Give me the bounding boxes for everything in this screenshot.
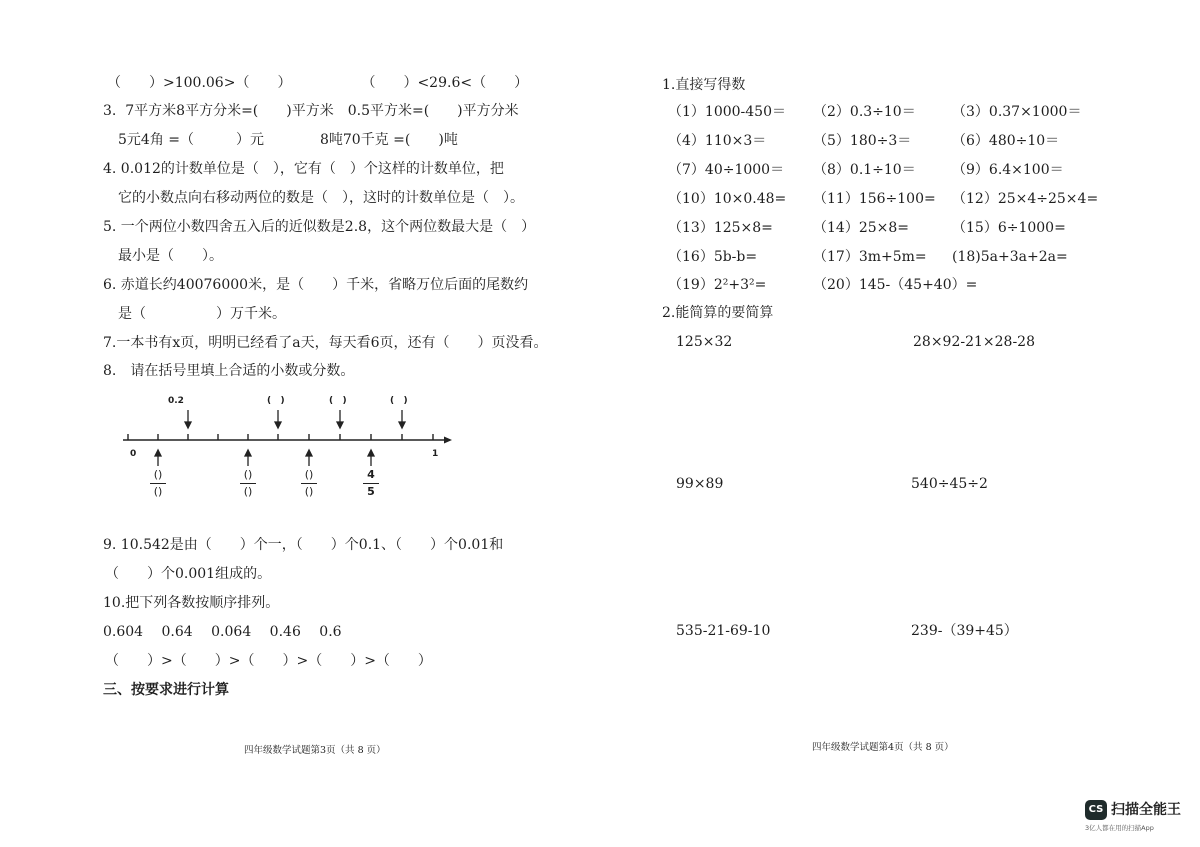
question-8-title: 8. 请在括号里填上合适的小数或分数。	[103, 363, 355, 379]
q1-item: （14）25×8=	[813, 220, 909, 236]
q2-item: 540÷45÷2	[911, 476, 988, 492]
question-6-line-2: 是（ ）万千米。	[118, 306, 286, 322]
fraction-blank-2: () ()	[238, 469, 258, 498]
q2-title: 2.能简算的要简算	[662, 305, 774, 321]
section-heading: 三、按要求进行计算	[103, 682, 229, 698]
question-9-line-2: （ ）个0.001组成的。	[105, 566, 272, 582]
question-3-line-1: 3. 7平方米8平方分米=( )平方米 0.5平方米=( )平方分米	[103, 103, 519, 119]
right-page-footer: 四年级数学试题第4页（共 8 页）	[812, 742, 954, 753]
numberline-one-label: 1	[432, 449, 439, 459]
fraction-four-fifths: 4 5	[361, 469, 381, 498]
q2-item: 125×32	[676, 334, 733, 350]
left-page-footer: 四年级数学试题第3页（共 8 页）	[244, 745, 386, 756]
fraction-blank-3: () ()	[299, 469, 319, 498]
question-6-line-1: 6. 赤道长约40076000米，是（ ）千米，省略万位后面的尾数约	[103, 277, 529, 293]
top-label-blank-2: ( )	[329, 396, 347, 406]
camscanner-logo-icon: CS	[1085, 800, 1107, 820]
question-4-line-1: 4. 0.012的计数单位是（ ），它有（ ）个这样的计数单位，把	[103, 161, 504, 177]
q1-item: （19）2²+3²=	[668, 277, 767, 293]
q1-item: （12）25×4÷25×4=	[952, 191, 1099, 207]
watermark-app-name: 扫描全能王	[1111, 802, 1181, 818]
q1-item: （4）110×3＝	[668, 133, 767, 149]
q1-item: （17）3m+5m=	[813, 249, 927, 265]
q2-item: 28×92-21×28-28	[913, 334, 1035, 350]
q1-title: 1.直接写得数	[662, 77, 746, 93]
q1-item: （7）40÷1000＝	[668, 162, 785, 178]
question-9-line-1: 9. 10.542是由（ ）个一，（ ）个0.1、（ ）个0.01和	[103, 537, 504, 553]
question-4-line-2: 它的小数点向右移动两位的数是（ ），这时的计数单位是（ ）。	[118, 190, 524, 206]
q1-item: （10）10×0.48=	[668, 191, 787, 207]
q1-item: （1）1000-450＝	[668, 104, 786, 120]
question-10-numbers: 0.604 0.64 0.064 0.46 0.6	[103, 624, 342, 640]
question-5-line-2: 最小是（ ）。	[118, 248, 223, 264]
question-7: 7.一本书有x页，明明已经看了a天，每天看6页，还有（ ）页没看。	[103, 335, 548, 351]
top-label-blank-3: ( )	[390, 396, 408, 406]
q1-item: （6）480÷10＝	[952, 133, 1060, 149]
watermark-tagline: 3亿人都在用的扫描App	[1085, 824, 1154, 832]
q1-item: （2）0.3÷10＝	[813, 104, 916, 120]
q1-item: （3）0.37×1000＝	[952, 104, 1082, 120]
q1-item: （8）0.1÷10＝	[813, 162, 916, 178]
q2-item: 99×89	[676, 476, 724, 492]
numberline-zero-label: 0	[130, 449, 137, 459]
q1-item: （13）125×8=	[668, 220, 773, 236]
q1-item: （11）156÷100=	[813, 191, 936, 207]
question-10-title: 10.把下列各数按顺序排列。	[103, 595, 280, 611]
q1-item: （20）145-（45+40）=	[813, 277, 978, 293]
question-10-answer-blanks: （ ）>（ ）>（ ）>（ ）>（ ）	[105, 653, 432, 669]
fill-line-compare: （ ）>100.06>（ ） （ ）<29.6<（ ）	[107, 75, 529, 91]
top-label-0-2: 0.2	[168, 396, 184, 406]
fraction-blank-1: () ()	[148, 469, 168, 498]
top-label-blank-1: ( )	[267, 396, 285, 406]
q1-item: （9）6.4×100＝	[952, 162, 1064, 178]
q2-item: 535-21-69-10	[676, 623, 771, 639]
q1-item: （16）5b-b=	[668, 249, 758, 265]
question-5-line-1: 5. 一个两位小数四舍五入后的近似数是2.8，这个两位数最大是（ ）	[103, 219, 536, 235]
q2-item: 239-（39+45）	[911, 623, 1018, 639]
bottom-arrows	[118, 448, 458, 468]
q1-item: （15）6÷1000=	[952, 220, 1066, 236]
q1-item: (18)5a+3a+2a=	[952, 249, 1068, 265]
q1-item: （5）180÷3＝	[813, 133, 912, 149]
question-3-line-2: 5元4角 =（ ）元 8吨70千克 =( )吨	[118, 132, 458, 148]
